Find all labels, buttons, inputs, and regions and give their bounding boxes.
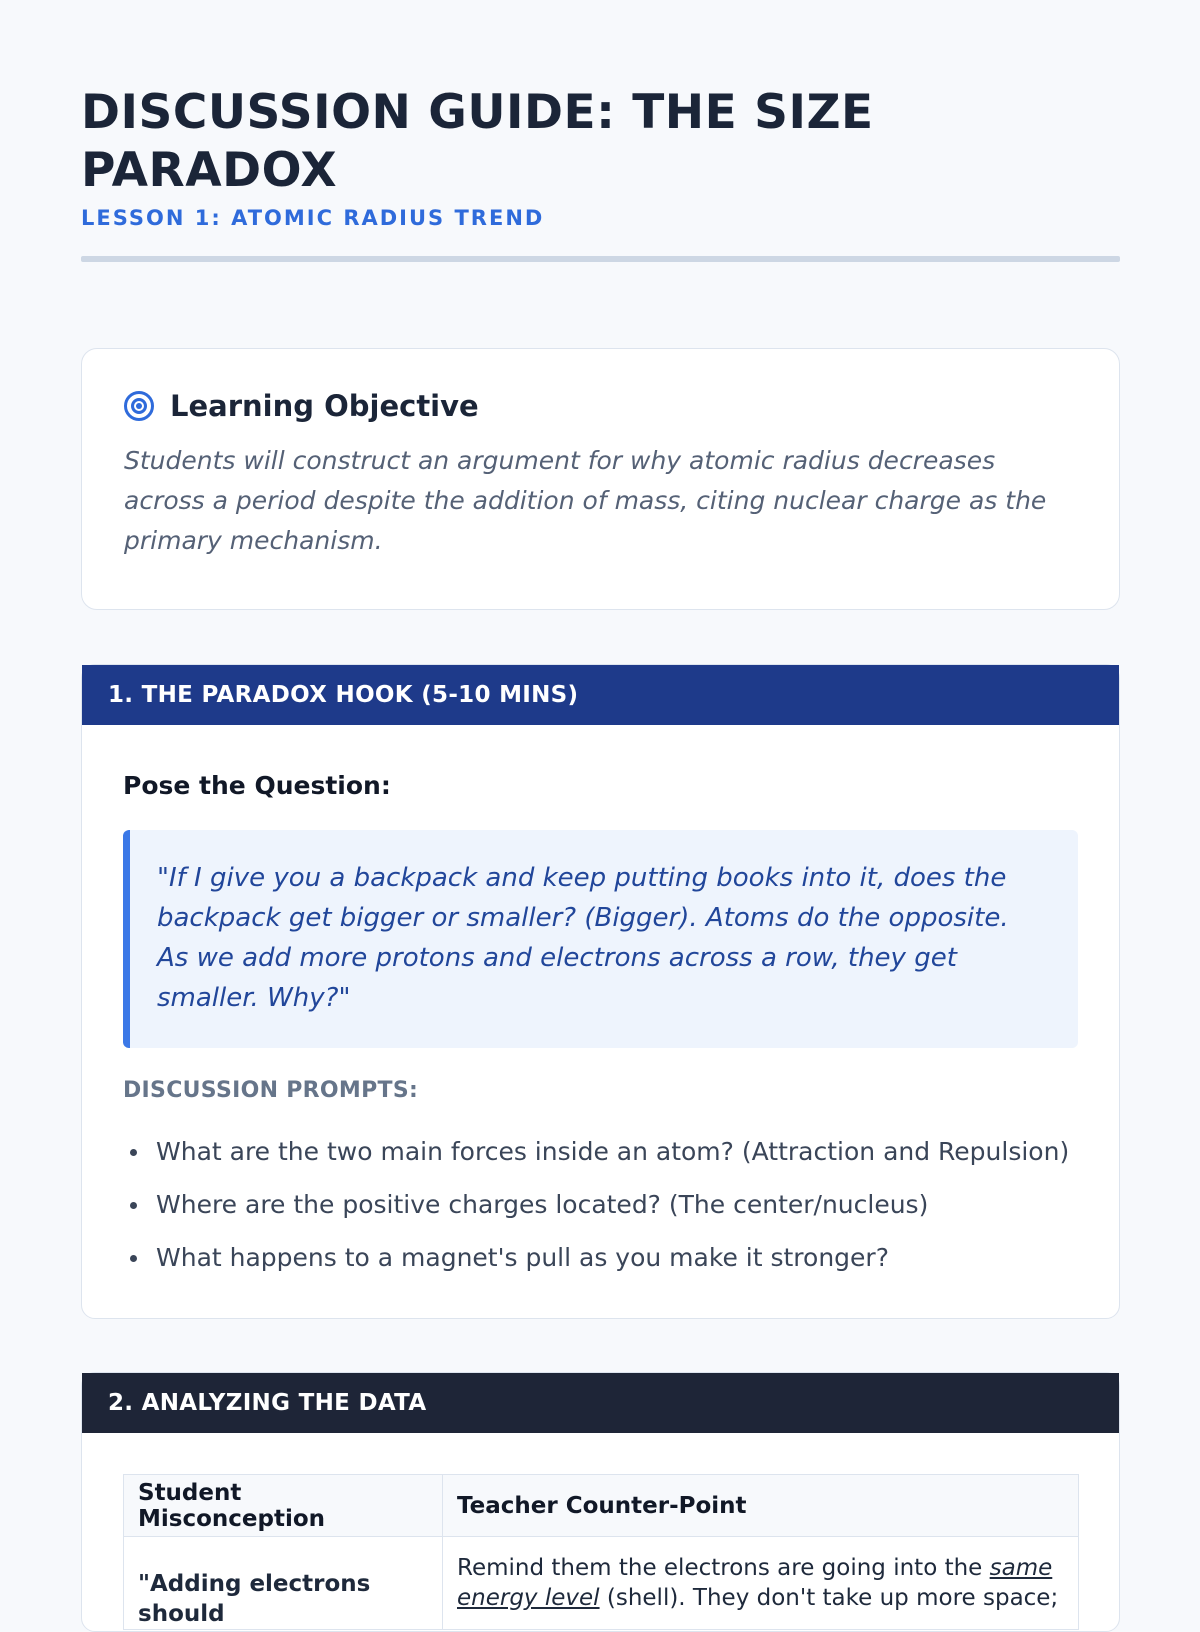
column-header-misconception: Student Misconception xyxy=(124,1475,443,1537)
paradox-hook-section xyxy=(81,664,1120,1319)
page-title: DISCUSSION GUIDE: THE SIZE PARADOX xyxy=(81,85,874,198)
misconception-table xyxy=(123,1474,1079,1630)
table-row xyxy=(124,1537,1079,1630)
objective-header xyxy=(124,389,1077,423)
counter-text-continued: (shell). They don't take up more space; xyxy=(599,1585,1059,1611)
list-item: Where are the positive charges located? (The center/nucleus) xyxy=(123,1178,1078,1231)
section-body xyxy=(82,771,1119,1284)
section-body xyxy=(82,1474,1119,1630)
pose-question-label: Pose the Question: xyxy=(123,771,391,800)
discussion-prompts-label: DISCUSSION PROMPTS: xyxy=(123,1078,419,1103)
header-divider xyxy=(81,256,1120,262)
page-header xyxy=(81,0,1120,262)
discussion-prompts-list xyxy=(123,1125,1078,1284)
column-header-counter-point: Teacher Counter-Point xyxy=(443,1475,1079,1537)
analyzing-data-section xyxy=(81,1372,1120,1632)
target-icon xyxy=(124,391,154,421)
counter-emphasis: same energy level xyxy=(457,1555,1053,1611)
misconception-cell: "Adding electrons should xyxy=(124,1537,443,1630)
page-subtitle: LESSON 1: ATOMIC RADIUS TREND xyxy=(81,206,545,230)
section-heading: 1. THE PARADOX HOOK (5-10 MINS) xyxy=(82,665,1119,725)
counter-point-cell xyxy=(443,1537,1079,1630)
section-heading: 2. ANALYZING THE DATA xyxy=(82,1373,1119,1433)
list-item: What are the two main forces inside an atom? (Attraction and Repulsion) xyxy=(123,1125,1078,1178)
objective-title: Learning Objective xyxy=(170,389,479,423)
objective-text: Students will construct an argument for why atomic radius decreases across a period despite the addition of mass, citing nuclear charge as the primary mechanism. xyxy=(124,446,1047,555)
hook-quote: "If I give you a backpack and keep putting books into it, does the backpack get bigger or smaller? (Bigger). Atoms do the opposite. As we add more protons and electrons across a row, they get smaller. Why?" xyxy=(123,830,1078,1048)
table-header-row xyxy=(124,1475,1079,1537)
counter-text: Remind them the electrons are going into the xyxy=(457,1555,990,1581)
learning-objective-card xyxy=(81,348,1120,610)
discussion-guide-page xyxy=(81,0,1120,1627)
list-item: What happens to a magnet's pull as you make it stronger? xyxy=(123,1231,1078,1284)
